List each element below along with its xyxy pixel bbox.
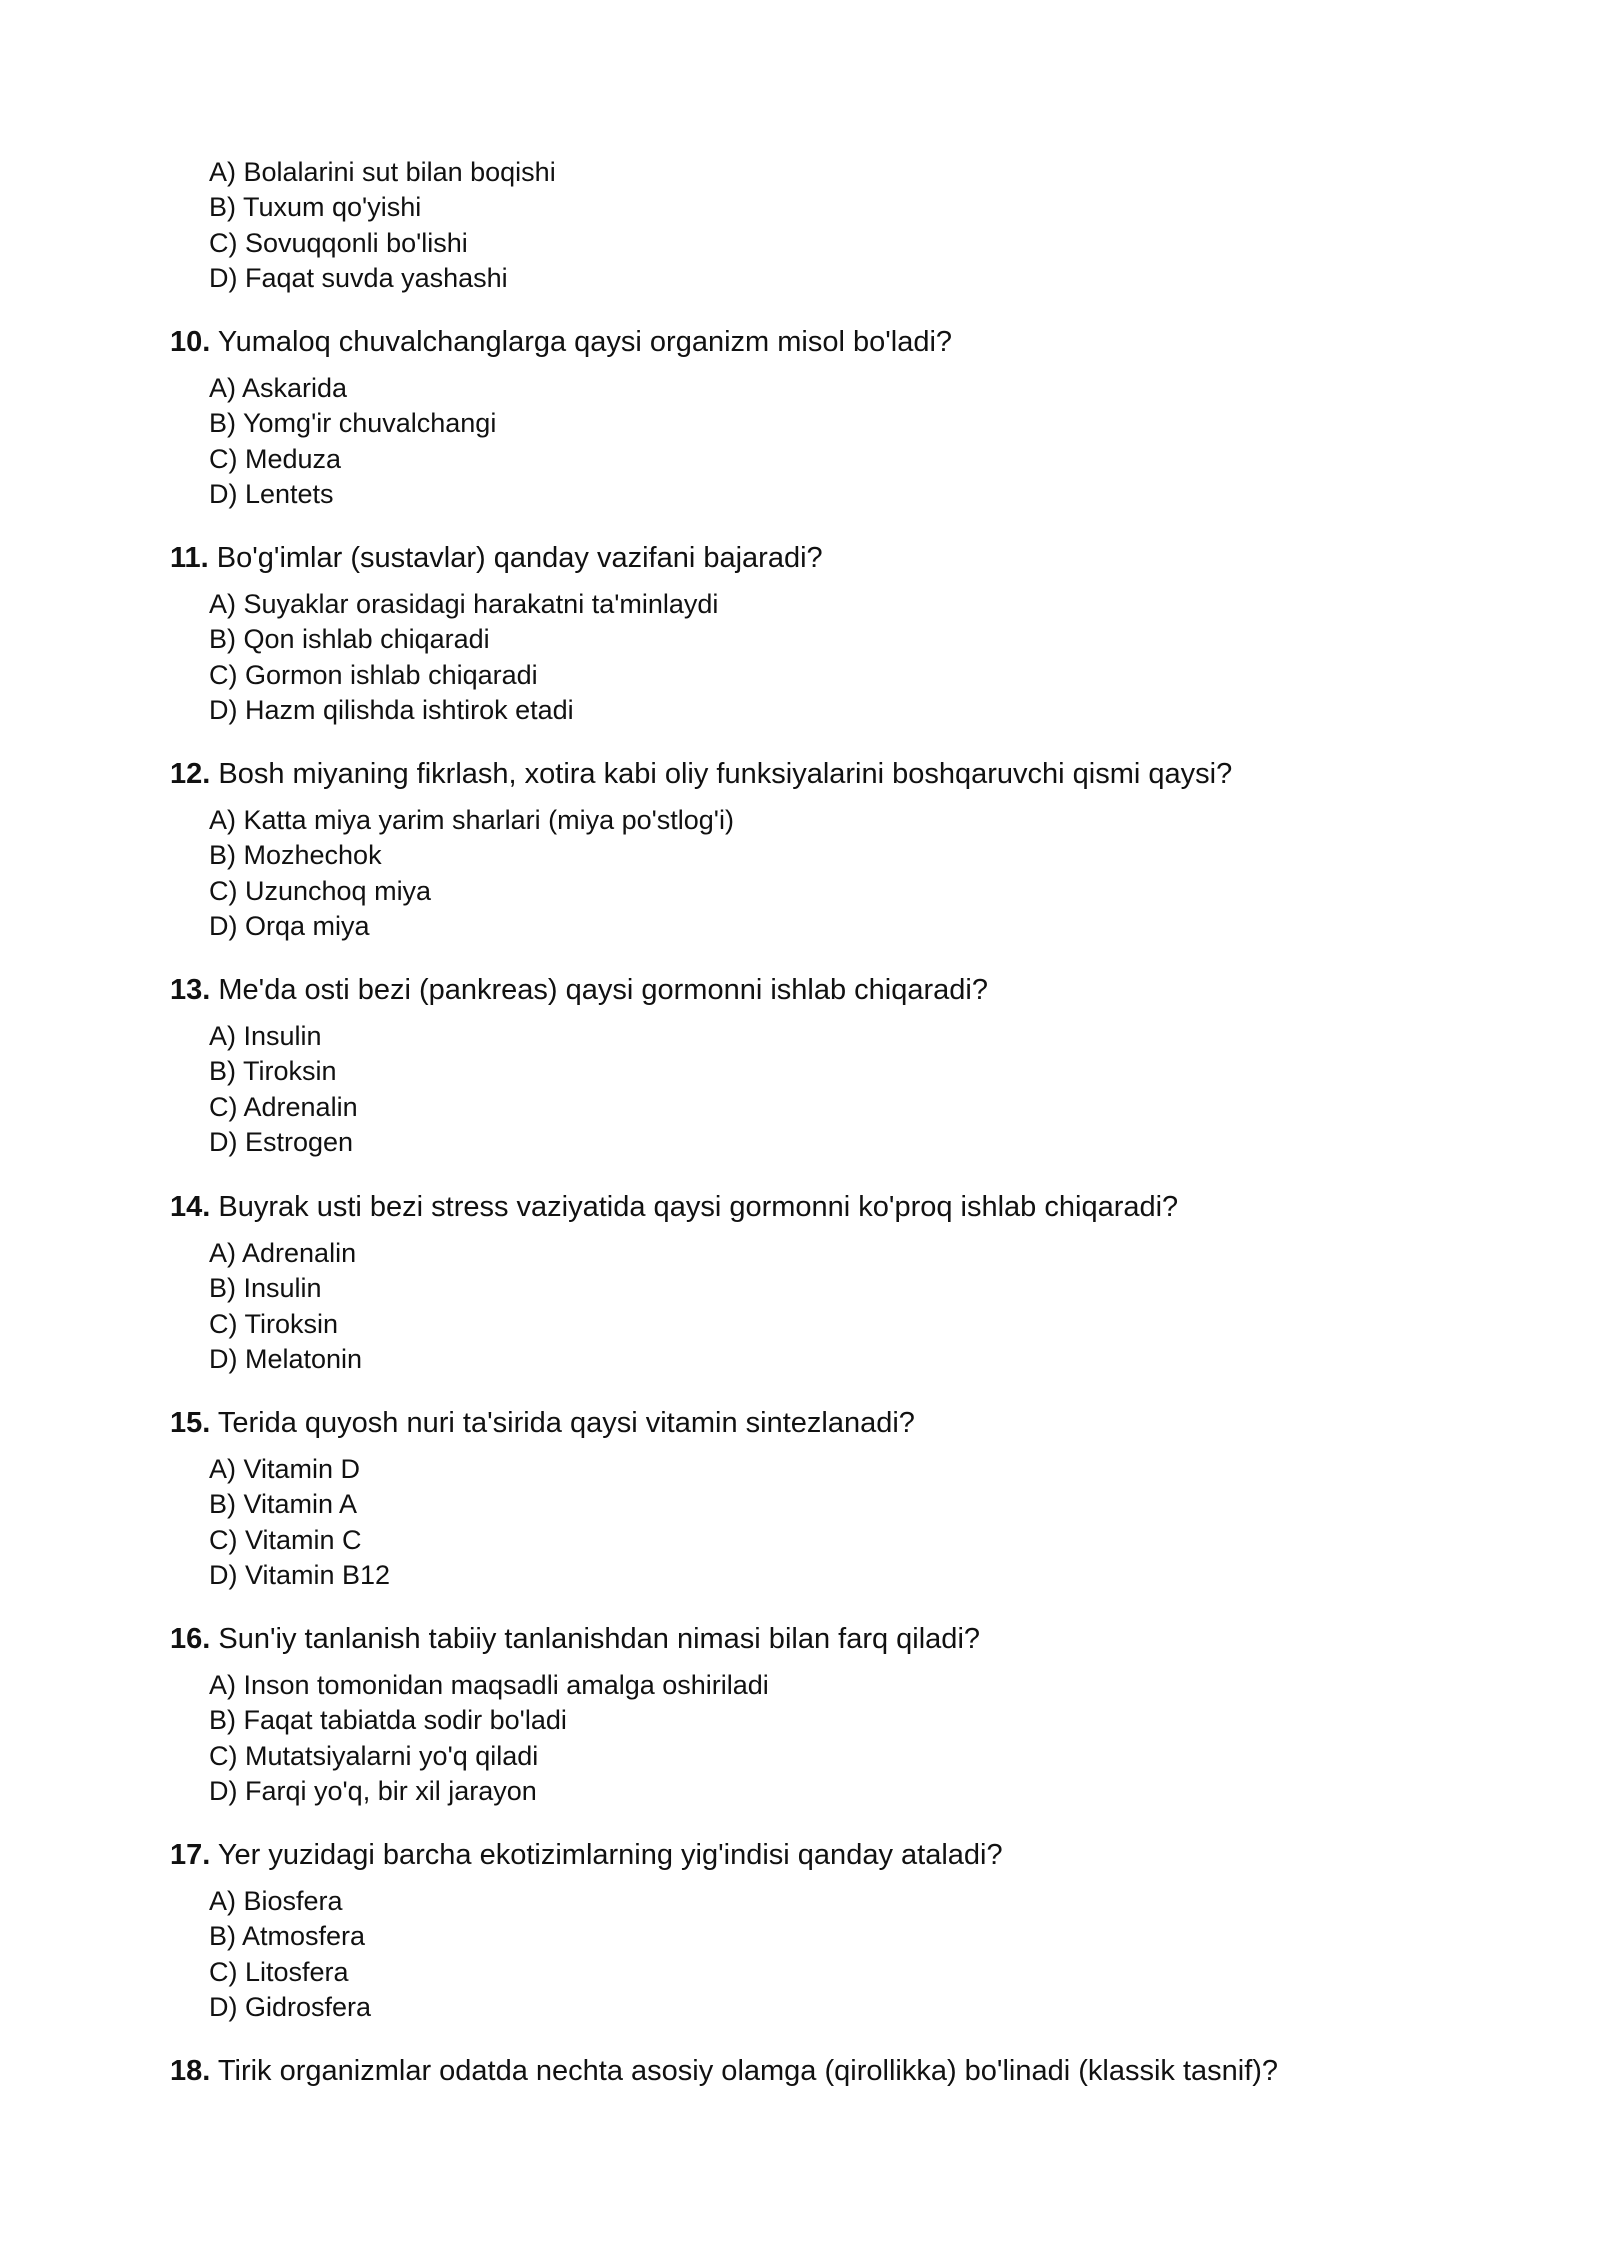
option-c: C) Uzunchoq miya [209,875,432,906]
option-d: D) Melatonin [209,1343,363,1374]
option-b: B) Vitamin A [209,1489,358,1520]
question-number: 10. [170,326,211,358]
option-a: A) Askarida [209,373,348,403]
question-number: 18. [170,2055,211,2087]
options-list [209,1452,390,1593]
question-number: 16. [170,1623,211,1655]
options-list [209,155,556,296]
option-d: D) Vitamin B12 [209,1559,391,1590]
option-a: A) Suyaklar orasidagi harakatni ta'minlaydi [209,589,719,619]
question-15 [170,1405,915,1441]
option-c: C) Vitamin C [209,1524,362,1555]
option-d: D) Gidrosfera [209,1991,372,2022]
question-17 [170,1837,1003,1873]
option-b: B) Mozhechok [209,840,382,871]
options-list [209,1668,769,1809]
question-text: Bo'g'imlar (sustavlar) qanday vazifani bajaradi? [216,542,823,574]
option-a: A) Vitamin D [209,1454,361,1484]
question-text: Yumaloq chuvalchanglarga qaysi organizm misol bo'ladi? [217,326,953,358]
options-list [209,1236,362,1377]
option-c: C) Tiroksin [209,1308,339,1339]
question-18 [170,2053,1278,2089]
question-16 [170,1621,980,1657]
question-10 [170,324,952,360]
option-b: B) Atmosfera [209,1921,366,1952]
options-list [209,371,496,512]
option-d: D) Lentets [209,478,334,509]
question-14 [170,1189,1178,1225]
option-c: C) Adrenalin [209,1091,358,1122]
option-b: B) Tiroksin [209,1056,337,1087]
option-b: B) Tuxum qo'yishi [209,192,422,223]
question-13 [170,972,988,1008]
option-c: C) Litosfera [209,1956,349,1987]
question-number: 17. [170,1839,211,1871]
option-a: A) Adrenalin [209,1238,357,1268]
options-list [209,1884,371,2025]
question-text: Buyrak usti bezi stress vaziyatida qaysi gormonni ko'proq ishlab chiqaradi? [218,1191,1179,1223]
question-number: 14. [170,1191,211,1223]
question-text: Yer yuzidagi barcha ekotizimlarning yig'indisi qanday ataladi? [217,1839,1003,1871]
question-number: 13. [170,974,211,1006]
option-d: D) Faqat suvda yashashi [209,262,508,293]
option-d: D) Farqi yo'q, bir xil jarayon [209,1775,537,1806]
options-list [209,803,734,944]
question-number: 15. [170,1407,211,1439]
options-list [209,587,718,728]
question-text: Bosh miyaning fikrlash, xotira kabi oliy funksiyalarini boshqaruvchi qismi qaysi? [218,758,1233,790]
option-d: D) Orqa miya [209,910,370,941]
question-text: Me'da osti bezi (pankreas) qaysi gormonni ishlab chiqaradi? [218,974,988,1006]
option-b: B) Qon ishlab chiqaradi [209,624,490,655]
question-text: Terida quyosh nuri ta'sirida qaysi vitamin sintezlanadi? [217,1407,915,1439]
option-c: C) Gormon ishlab chiqaradi [209,659,538,690]
option-c: C) Meduza [209,443,342,474]
question-12 [170,756,1232,792]
option-a: A) Inson tomonidan maqsadli amalga oshiriladi [209,1670,769,1700]
option-b: B) Insulin [209,1273,322,1304]
option-a: A) Katta miya yarim sharlari (miya po'stlog'i) [209,805,734,835]
option-c: C) Sovuqqonli bo'lishi [209,227,468,258]
option-d: D) Hazm qilishda ishtirok etadi [209,694,574,725]
question-11 [170,540,823,576]
option-d: D) Estrogen [209,1126,354,1157]
options-list [209,1019,358,1160]
option-b: B) Faqat tabiatda sodir bo'ladi [209,1705,567,1736]
question-number: 12. [170,758,211,790]
question-text: Tirik organizmlar odatda nechta asosiy olamga (qirollikka) bo'linadi (klassik tasnif)? [217,2055,1279,2087]
option-a: A) Bolalarini sut bilan boqishi [209,157,556,187]
question-number: 11. [170,542,209,574]
option-c: C) Mutatsiyalarni yo'q qiladi [209,1740,539,1771]
question-text: Sun'iy tanlanish tabiiy tanlanishdan nimasi bilan farq qiladi? [218,1623,981,1655]
option-b: B) Yomg'ir chuvalchangi [209,408,497,439]
option-a: A) Insulin [209,1021,322,1051]
option-a: A) Biosfera [209,1886,343,1916]
